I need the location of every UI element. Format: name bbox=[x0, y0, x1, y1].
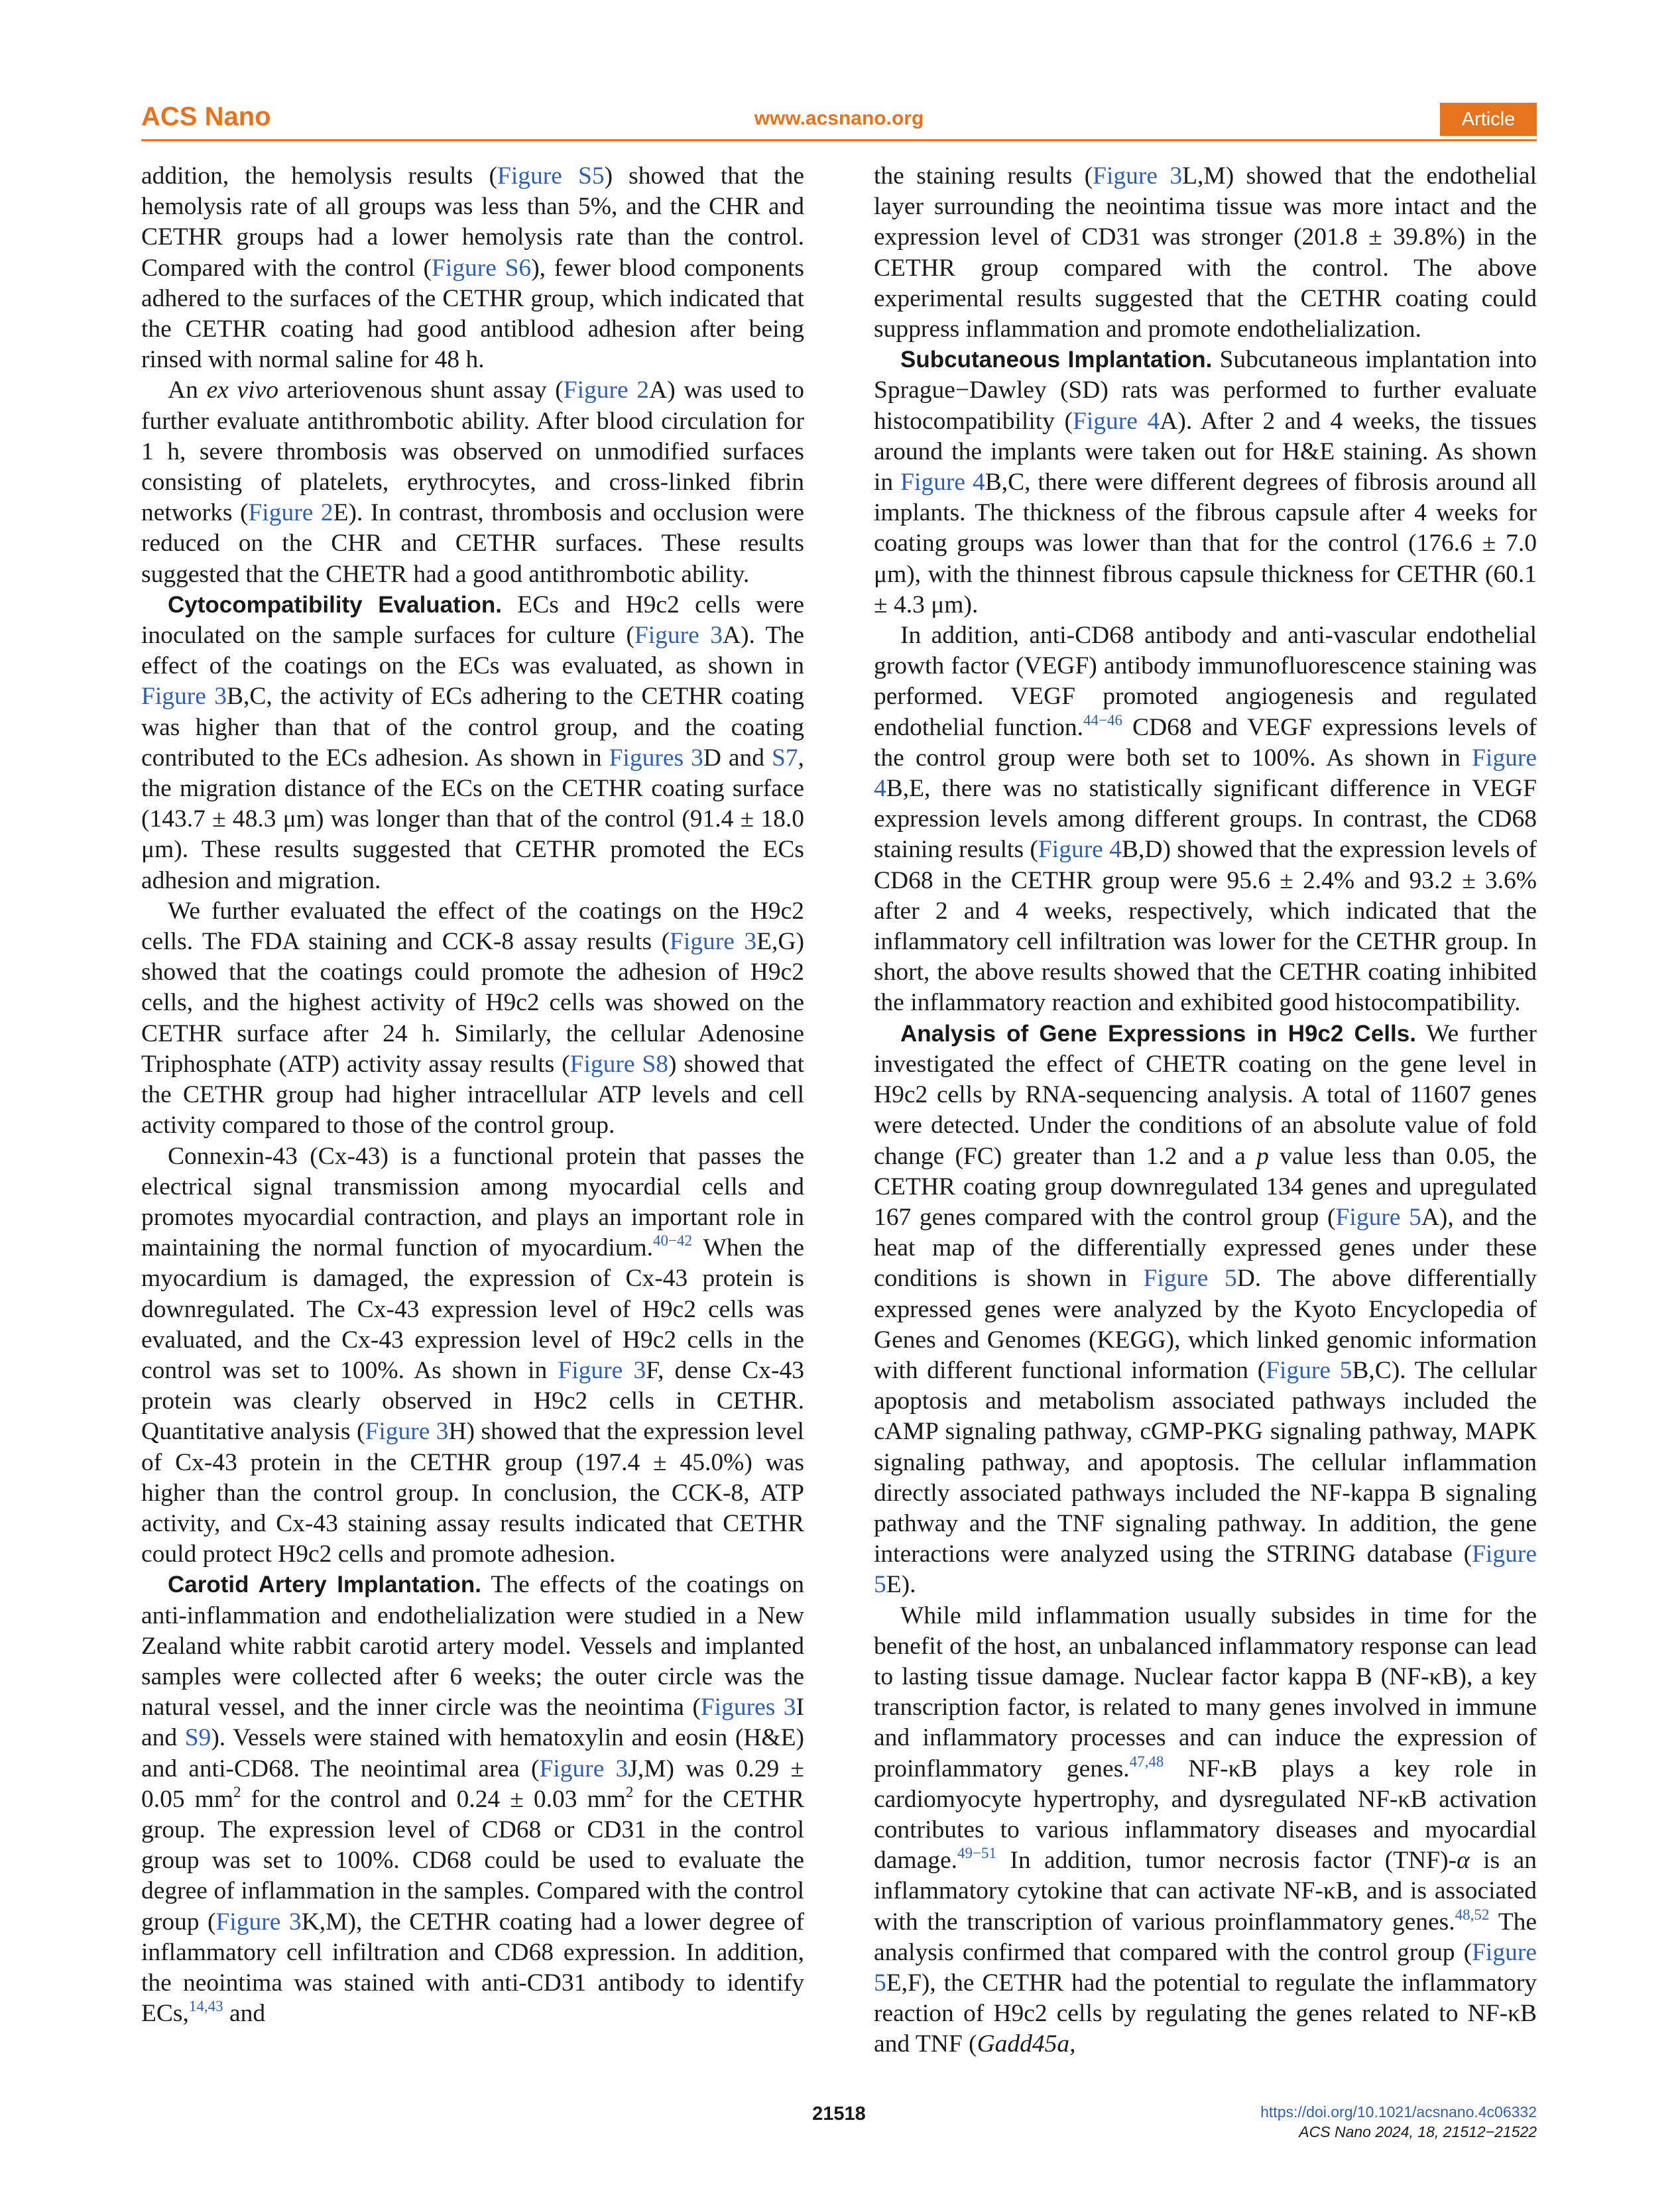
text-run: E,G) showed that the coatings could promote the adhesion of H9c2 cells, and the highest activity of H9c2 cells was showed on the CETHR surface after 24 h. Similarly, the cellular Adenosine Triphosphate (ATP) activity assay results ( bbox=[141, 928, 804, 1078]
text-run: ) showed that the hemolysis rate of all groups was less than 5%, and the CHR and CETHR groups had a lower hemolysis rate than the control. Compared with the control ( bbox=[141, 162, 804, 282]
body-paragraph bbox=[874, 345, 1537, 620]
text-run: I and bbox=[141, 1694, 805, 1752]
text-run: ECs and H9c2 cells were inoculated on the sample surfaces for culture ( bbox=[141, 591, 804, 650]
text-run: E). bbox=[886, 1571, 916, 1599]
figure-link[interactable]: Figure 3 bbox=[215, 1908, 302, 1936]
figure-link[interactable]: Figure 3 bbox=[670, 928, 757, 956]
text-run: The effects of the coatings on anti-inflammation and endothelialization were studied in a New Zealand white rabbit carotid artery model. Vessels and implanted samples were collected after 6 weeks; the outer circle was the natural vessel, and the inner circle was the neointima ( bbox=[141, 1571, 805, 1721]
text-run: K,M), the CETHR coating had a lower degree of inflammatory cell infiltration and CD68 expression. In addition, the neointima was stained with anti-CD31 antibody to identify ECs, bbox=[141, 1908, 804, 2028]
text-run: ) showed that the CETHR group had higher intracellular ATP levels and cell activity compared to those of the control group. bbox=[141, 1050, 804, 1139]
text-run: NF-κB plays a key role in cardiomyocyte hypertrophy, and dysregulated NF-κB activation contributes to various inflammatory diseases and myocardial damage. bbox=[874, 1755, 1537, 1875]
journal-website-link[interactable]: www.acsnano.org bbox=[754, 107, 924, 129]
figure-link[interactable]: Figure 4 bbox=[1038, 836, 1122, 864]
text-run: While mild inflammation usually subsides in time for the benefit of the host, an unbalanced inflammatory response can lead to lasting tissue damage. Nuclear factor kappa B (NF-κB), a key transcription factor, is related to many genes involved in immune and inflammatory processes and can induce the expression of proinflammatory genes. bbox=[874, 1601, 1537, 1782]
body-paragraph bbox=[874, 1601, 1537, 2060]
superscript: 2 bbox=[625, 1783, 634, 1800]
text-run: F, dense Cx-43 protein was clearly observed in H9c2 cells in CETHR. Quantitative analysis ( bbox=[141, 1356, 804, 1446]
text-run: Subcutaneous implantation into Sprague−Dawley (SD) rats was performed to further evaluate histocompatibility ( bbox=[874, 346, 1537, 435]
text-run: L,M) showed that the endothelial layer surrounding the neointima tissue was more intact and the expression level of CD31 was stronger (201.8 ± 39.8%) in the CETHR group compared with the control. The above experimental results suggested that the CETHR coating could suppress inflammation and promote endothelialization. bbox=[874, 162, 1537, 343]
text-run: arteriovenous shunt assay ( bbox=[278, 377, 564, 404]
right-text-column bbox=[874, 161, 1537, 2060]
text-run: B,C, there were different degrees of fibrosis around all implants. The thickness of the fibrous capsule after 4 weeks for coating groups was lower than that for the control (176.6 ± 7.0 μm), with the thinnest fibrous capsule thickness for CETHR (60.1 ± 4.3 μm). bbox=[874, 469, 1537, 618]
text-run: Connexin-43 (Cx-43) is a functional protein that passes the electrical signal transmission among myocardial cells and promotes myocardial contraction, and plays an important role in maintaining the normal function of myocardium. bbox=[141, 1142, 804, 1262]
figure-link[interactable]: Figure 4 bbox=[874, 744, 1537, 803]
italic-text: α bbox=[1457, 1847, 1470, 1875]
figure-link[interactable]: Figure 4 bbox=[900, 469, 985, 496]
figure-link[interactable]: Figure S6 bbox=[432, 254, 532, 282]
text-run: value less than 0.05, the CETHR coating group downregulated 134 genes and upregulated 167 genes compared with the control group ( bbox=[874, 1142, 1537, 1231]
reference-citation[interactable]: 44−46 bbox=[1083, 711, 1122, 728]
text-run: for the CETHR group. The expression level of CD68 or CD31 in the control group was set to 100%. CD68 could be used to evaluate the degree of inflammation in the samples. Compared with the control group ( bbox=[141, 1785, 805, 1936]
figure-link[interactable]: Figure S5 bbox=[497, 162, 605, 190]
section-heading: Carotid Artery Implantation. bbox=[168, 1572, 481, 1598]
text-run: E,F), the CETHR had the potential to regulate the inflammatory reaction of H9c2 cells by regulating the genes related to NF-κB and TNF ( bbox=[874, 1969, 1537, 2058]
doi-link[interactable]: https://doi.org/10.1021/acsnano.4c06332 bbox=[1260, 2103, 1537, 2121]
text-run: In addition, tumor necrosis factor (TNF)- bbox=[996, 1847, 1457, 1875]
figure-link[interactable]: Figure 3 bbox=[141, 683, 227, 711]
figure-link[interactable]: Figure 5 bbox=[874, 1938, 1537, 1997]
text-run: E). In contrast, thrombosis and occlusion were reduced on the CHR and CETHR surfaces. These results suggested that the CHETR had a good antithrombotic ability. bbox=[141, 499, 804, 588]
text-run: A) was used to further evaluate antithrombotic ability. After blood circulation for 1 h, severe thrombosis was observed on unmodified surfaces consisting of platelets, erythrocytes, and cross-linked fibrin networks ( bbox=[141, 377, 804, 527]
text-run: A). After 2 and 4 weeks, the tissues around the implants were taken out for H&E staining. As shown in bbox=[874, 407, 1537, 496]
text-run: In addition, anti-CD68 antibody and anti-vascular endothelial growth factor (VEGF) antibody immunofluorescence staining was performed. VEGF promoted angiogenesis and regulated endothelial function. bbox=[874, 622, 1537, 741]
text-run: A). The effect of the coatings on the ECs was evaluated, as shown in bbox=[141, 622, 804, 680]
body-paragraph bbox=[874, 1019, 1537, 1601]
article-type-badge: Article bbox=[1440, 103, 1537, 136]
page-header bbox=[141, 99, 1537, 141]
text-run: ), fewer blood components adhered to the surfaces of the CETHR group, which indicated that the CETHR coating had good antiblood adhesion after being rinsed with normal saline for 48 h. bbox=[141, 254, 804, 374]
figure-link[interactable]: Figure 5 bbox=[874, 1541, 1537, 1599]
superscript: 2 bbox=[233, 1783, 241, 1800]
journal-name[interactable]: ACS Nano bbox=[141, 102, 271, 131]
reference-citation[interactable]: 47,48 bbox=[1129, 1753, 1164, 1770]
page-number: 21518 bbox=[812, 2103, 866, 2125]
figure-link[interactable]: Figure 5 bbox=[1335, 1203, 1421, 1231]
text-run: B,C). The cellular apoptosis and metabolism associated pathways included the cAMP signaling pathway, cGMP-PKG signaling pathway, MAPK signaling pathway, and apoptosis. The cellular inflammation directly associated pathways included the NF-kappa B signaling pathway and the TNF signaling pathway. In addition, the gene interactions were analyzed using the STRING database ( bbox=[874, 1356, 1537, 1568]
text-run: B,D) showed that the expression levels of CD68 in the CETHR group were 95.6 ± 2.4% and 93.2 ± 3.6% after 2 and 4 weeks, respectively, which indicated that the inflammatory cell infiltration was lower for the CETHR group. In short, the above results showed that the CETHR coating inhibited the inflammatory reaction and exhibited good histocompatibility. bbox=[874, 836, 1537, 1017]
text-run: J,M) was 0.29 ± 0.05 mm bbox=[141, 1755, 804, 1813]
figure-link[interactable]: S7 bbox=[772, 744, 798, 772]
footer-citation-block bbox=[1260, 2102, 1537, 2142]
text-run: addition, the hemolysis results ( bbox=[141, 162, 497, 190]
reference-citation[interactable]: 48,52 bbox=[1455, 1906, 1490, 1923]
text-run: the staining results ( bbox=[874, 162, 1093, 190]
text-run: D and bbox=[703, 744, 772, 772]
figure-link[interactable]: Figure 3 bbox=[634, 622, 723, 650]
body-paragraph bbox=[141, 1570, 804, 2029]
left-text-column bbox=[141, 161, 804, 2029]
text-run: and bbox=[223, 2000, 266, 2028]
text-run: H) showed that the expression level of Cx-43 protein in the CETHR group (197.4 ± 45.0%) was higher than the control group. In conclusion, the CCK-8, ATP activity, and Cx-43 staining assay results indicated that CETHR could protect H9c2 cells and promote adhesion. bbox=[141, 1418, 804, 1568]
text-run: B,C, the activity of ECs adhering to the CETHR coating was higher than that of the control group, and the coating contributed to the ECs adhesion. As shown in bbox=[141, 683, 804, 772]
text-run: for the control and 0.24 ± 0.03 mm bbox=[241, 1785, 626, 1813]
figure-link[interactable]: S9 bbox=[184, 1724, 211, 1752]
text-run: CD68 and VEGF expressions levels of the control group were both set to 100%. As shown in bbox=[874, 713, 1537, 772]
reference-citation[interactable]: 49−51 bbox=[957, 1845, 996, 1862]
italic-text: Gadd45a, bbox=[977, 2030, 1076, 2058]
reference-citation[interactable]: 14,43 bbox=[188, 1998, 223, 2015]
body-paragraph bbox=[141, 1141, 804, 1570]
figure-link[interactable]: Figure 3 bbox=[558, 1356, 646, 1384]
body-paragraph bbox=[141, 161, 804, 375]
text-run: is an inflammatory cytokine that can activate NF-κB, and is associated with the transcription of various proinflammatory genes. bbox=[874, 1847, 1537, 1936]
figure-link[interactable]: Figure 3 bbox=[539, 1755, 629, 1782]
body-paragraph bbox=[874, 161, 1537, 345]
reference-citation[interactable]: 40−42 bbox=[653, 1232, 693, 1250]
body-paragraph bbox=[141, 896, 804, 1141]
text-run: A), and the heat map of the differentially expressed genes under these conditions is shown in bbox=[874, 1203, 1537, 1293]
italic-text: p bbox=[1256, 1142, 1269, 1170]
text-run: The analysis confirmed that compared with the control group ( bbox=[874, 1908, 1537, 1966]
text-run: , the migration distance of the ECs on the CETHR coating surface (143.7 ± 48.3 μm) was longer than that of the control (91.4 ± 18.0 μm). These results suggested that CETHR promoted the ECs adhesion and migration. bbox=[141, 744, 804, 894]
body-paragraph bbox=[141, 375, 804, 589]
text-run: ). Vessels were stained with hematoxylin and eosin (H&E) and anti-CD68. The neointimal area ( bbox=[141, 1724, 804, 1782]
text-run: We further investigated the effect of CHETR coating on the gene level in H9c2 cells by RNA-sequencing analysis. A total of 11607 genes were detected. Under the conditions of an absolute value of fold change (FC) greater than 1.2 and a bbox=[874, 1019, 1537, 1170]
figure-link[interactable]: Figure 2 bbox=[248, 499, 333, 527]
text-run: B,E, there was no statistically significant difference in VEGF expression levels among different groups. In contrast, the CD68 staining results ( bbox=[874, 775, 1537, 864]
section-heading: Subcutaneous Implantation. bbox=[900, 347, 1213, 373]
text-run: When the myocardium is damaged, the expression of Cx-43 protein is downregulated. The Cx-43 expression level of H9c2 cells was evaluated, and the Cx-43 expression level of H9c2 cells in the control was set to 100%. As shown in bbox=[141, 1234, 804, 1384]
text-run: D. The above differentially expressed genes were analyzed by the Kyoto Encyclopedia of Genes and Genomes (KEGG), which linked genomic information with different functional information ( bbox=[874, 1265, 1537, 1384]
body-paragraph bbox=[141, 590, 804, 896]
text-run: We further evaluated the effect of the coatings on the H9c2 cells. The FDA staining and CCK-8 assay results ( bbox=[141, 897, 804, 956]
figure-link[interactable]: Figure 3 bbox=[365, 1418, 449, 1446]
figure-link[interactable]: Figure 5 bbox=[1266, 1356, 1352, 1384]
figure-link[interactable]: Figure 3 bbox=[1093, 162, 1183, 190]
figure-link[interactable]: Figure 2 bbox=[563, 377, 650, 404]
figure-link[interactable]: Figure S8 bbox=[569, 1050, 668, 1078]
body-paragraph bbox=[874, 620, 1537, 1019]
section-heading: Cytocompatibility Evaluation. bbox=[168, 591, 502, 618]
figure-link[interactable]: Figures 3 bbox=[700, 1694, 796, 1721]
italic-text: ex vivo bbox=[206, 377, 278, 404]
text-run: An bbox=[168, 377, 207, 404]
figure-link[interactable]: Figures 3 bbox=[609, 744, 703, 772]
figure-link[interactable]: Figure 5 bbox=[1143, 1265, 1237, 1293]
section-heading: Analysis of Gene Expressions in H9c2 Cells. bbox=[900, 1020, 1416, 1047]
figure-link[interactable]: Figure 4 bbox=[1073, 407, 1160, 435]
journal-citation: ACS Nano 2024, 18, 21512−21522 bbox=[1299, 2123, 1537, 2140]
